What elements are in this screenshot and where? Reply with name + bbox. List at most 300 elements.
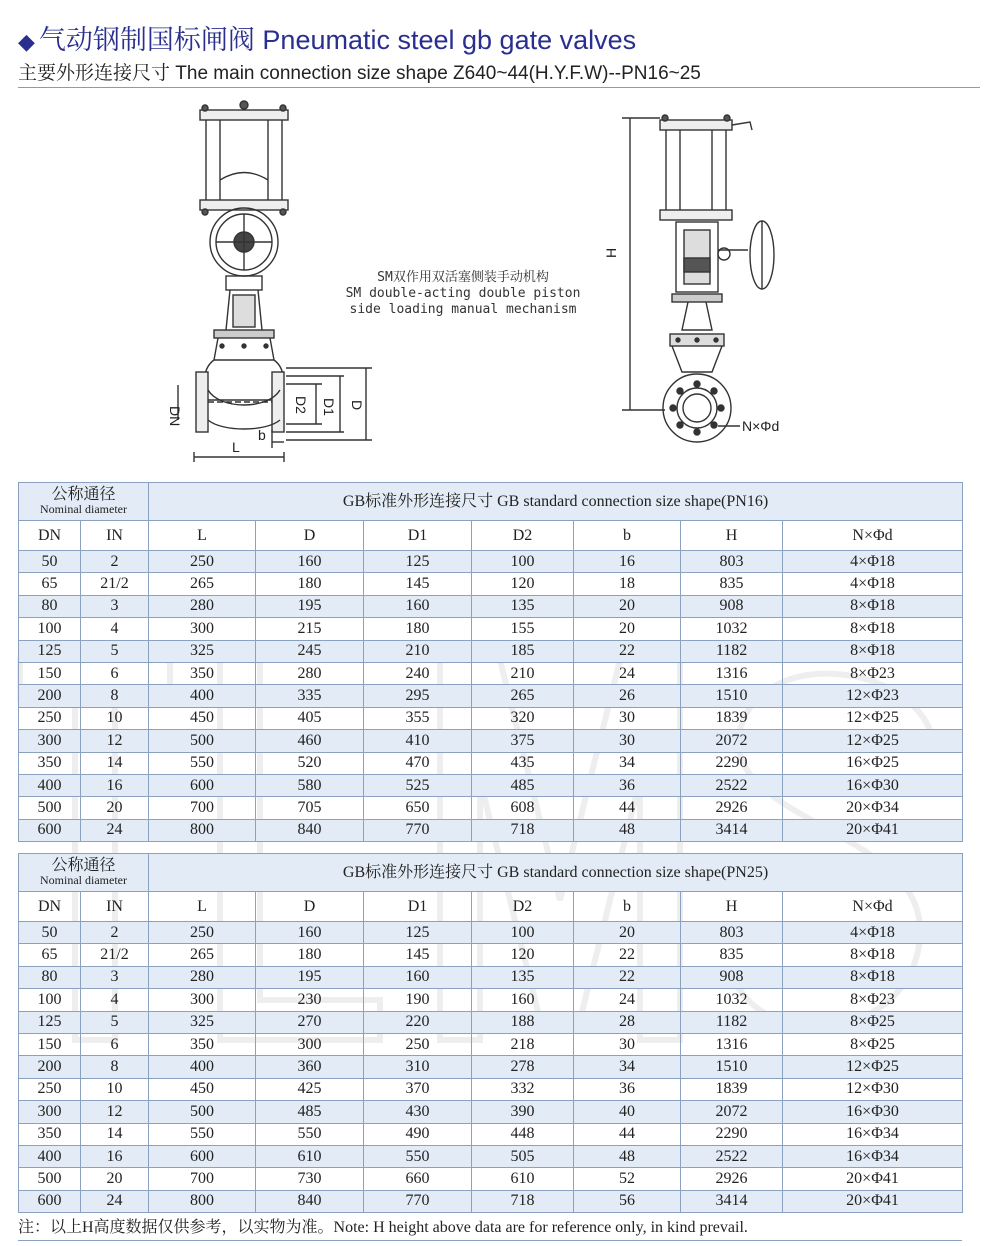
page-title xyxy=(18,18,636,57)
table-row xyxy=(19,595,963,617)
cell: 48 xyxy=(574,819,681,841)
cell: 610 xyxy=(256,1145,364,1167)
cell: 300 xyxy=(256,1033,364,1055)
table-row xyxy=(19,819,963,841)
cell: 5 xyxy=(81,640,149,662)
cell: 50 xyxy=(19,922,81,944)
header-divider xyxy=(18,87,980,88)
cell: 16×Φ30 xyxy=(783,774,963,796)
cell: 600 xyxy=(149,774,256,796)
col-header: N×Φd xyxy=(783,521,963,551)
cell: 355 xyxy=(364,707,472,729)
cell: 1316 xyxy=(681,662,783,684)
nominal-en: Nominal diameter xyxy=(40,872,127,887)
table-title: GB标准外形连接尺寸 GB standard connection size shape(PN25) xyxy=(149,854,963,892)
cell: 160 xyxy=(256,551,364,573)
b-label: b xyxy=(258,427,266,443)
cell: 280 xyxy=(149,595,256,617)
cell: 250 xyxy=(364,1033,472,1055)
cell: 550 xyxy=(364,1145,472,1167)
spec-table-pn25 xyxy=(18,853,963,1213)
cell: 1839 xyxy=(681,707,783,729)
cell: 220 xyxy=(364,1011,472,1033)
col-header: D2 xyxy=(472,521,574,551)
cell: 20 xyxy=(574,922,681,944)
caption-cn: SM双作用双活塞侧装手动机构 xyxy=(377,270,549,285)
table-row xyxy=(19,966,963,988)
cell: 265 xyxy=(149,573,256,595)
cell: 520 xyxy=(256,752,364,774)
cell: 350 xyxy=(19,1123,81,1145)
cell: 20 xyxy=(574,618,681,640)
cell: 20 xyxy=(81,1168,149,1190)
cell: 188 xyxy=(472,1011,574,1033)
nominal-cn: 公称通径 xyxy=(51,856,116,874)
cell: 448 xyxy=(472,1123,574,1145)
cell: 215 xyxy=(256,618,364,640)
cell: 300 xyxy=(19,1101,81,1123)
cell: 125 xyxy=(19,1011,81,1033)
col-header: DN xyxy=(19,521,81,551)
cell: 550 xyxy=(149,752,256,774)
cell: 300 xyxy=(19,730,81,752)
cell: 180 xyxy=(364,618,472,640)
cell: 8 xyxy=(81,1056,149,1078)
cell: 8×Φ18 xyxy=(783,966,963,988)
cell: 4×Φ18 xyxy=(783,573,963,595)
cell: 230 xyxy=(256,989,364,1011)
nominal-en: Nominal diameter xyxy=(40,501,127,516)
cell: 3 xyxy=(81,966,149,988)
cell: 375 xyxy=(472,730,574,752)
cell: 8×Φ18 xyxy=(783,944,963,966)
cell: 210 xyxy=(364,640,472,662)
cell: 840 xyxy=(256,1190,364,1212)
cell: 580 xyxy=(256,774,364,796)
cell: 1032 xyxy=(681,989,783,1011)
table-row xyxy=(19,922,963,944)
cell: 48 xyxy=(574,1145,681,1167)
cell: 125 xyxy=(364,551,472,573)
table-row xyxy=(19,1145,963,1167)
cell: 550 xyxy=(149,1123,256,1145)
cell: 350 xyxy=(19,752,81,774)
cell: 8×Φ25 xyxy=(783,1011,963,1033)
cell: 335 xyxy=(256,685,364,707)
cell: 6 xyxy=(81,1033,149,1055)
cell: 485 xyxy=(256,1101,364,1123)
cell: 2 xyxy=(81,922,149,944)
cell: 803 xyxy=(681,551,783,573)
table-row xyxy=(19,1168,963,1190)
cell: 295 xyxy=(364,685,472,707)
cell: 8×Φ18 xyxy=(783,640,963,662)
cell: 155 xyxy=(472,618,574,640)
cell: 1510 xyxy=(681,685,783,707)
cell: 608 xyxy=(472,797,574,819)
cell: 2072 xyxy=(681,730,783,752)
cell: 350 xyxy=(149,662,256,684)
cell: 125 xyxy=(19,640,81,662)
cell: 450 xyxy=(149,707,256,729)
table-row xyxy=(19,707,963,729)
table-title: GB标准外形连接尺寸 GB standard connection size shape(PN16) xyxy=(149,483,963,521)
table-row xyxy=(19,573,963,595)
page-subtitle: 主要外形连接尺寸 The main connection size shape Z640~44(H.Y.F.W)--PN16~25 xyxy=(18,63,701,84)
cell: 160 xyxy=(364,595,472,617)
h-label: H xyxy=(603,247,619,258)
cell: 14 xyxy=(81,1123,149,1145)
cell: 160 xyxy=(364,966,472,988)
cell: 145 xyxy=(364,573,472,595)
diamond-bullet-icon: ◆ xyxy=(18,29,35,54)
cell: 245 xyxy=(256,640,364,662)
cell: 160 xyxy=(256,922,364,944)
cell: 600 xyxy=(149,1145,256,1167)
table-row xyxy=(19,944,963,966)
cell: 150 xyxy=(19,662,81,684)
col-header: H xyxy=(681,521,783,551)
page-title-text: 气动钢制国标闸阀 Pneumatic steel gb gate valves xyxy=(38,25,637,55)
nominal-cn: 公称通径 xyxy=(51,485,116,503)
cell: 150 xyxy=(19,1033,81,1055)
cell: 8 xyxy=(81,685,149,707)
col-header: IN xyxy=(81,892,149,922)
dn-label: DN xyxy=(167,406,183,427)
table-row xyxy=(19,1078,963,1100)
cell: 610 xyxy=(472,1168,574,1190)
cell: 36 xyxy=(574,774,681,796)
cell: 12×Φ23 xyxy=(783,685,963,707)
cell: 500 xyxy=(149,1101,256,1123)
cell: 180 xyxy=(256,944,364,966)
col-header: D1 xyxy=(364,521,472,551)
mechanism-caption xyxy=(318,270,608,318)
cell: 22 xyxy=(574,944,681,966)
cell: 600 xyxy=(19,1190,81,1212)
cell: 22 xyxy=(574,640,681,662)
cell: 10 xyxy=(81,707,149,729)
table-row xyxy=(19,1033,963,1055)
cell: 400 xyxy=(149,1056,256,1078)
cell: 16 xyxy=(81,774,149,796)
table-row xyxy=(19,752,963,774)
cell: 6 xyxy=(81,662,149,684)
caption-en-line2: side loading manual mechanism xyxy=(349,302,577,317)
cell: 195 xyxy=(256,966,364,988)
table-row xyxy=(19,989,963,1011)
cell: 660 xyxy=(364,1168,472,1190)
cell: 145 xyxy=(364,944,472,966)
cell: 24 xyxy=(574,989,681,1011)
cell: 3414 xyxy=(681,819,783,841)
cell: 400 xyxy=(19,1145,81,1167)
col-header: D1 xyxy=(364,892,472,922)
cell: 36 xyxy=(574,1078,681,1100)
cell: 803 xyxy=(681,922,783,944)
cell: 8×Φ25 xyxy=(783,1033,963,1055)
cell: 325 xyxy=(149,1011,256,1033)
table-row xyxy=(19,618,963,640)
cell: 100 xyxy=(19,989,81,1011)
table-row xyxy=(19,797,963,819)
cell: 120 xyxy=(472,573,574,595)
cell: 44 xyxy=(574,1123,681,1145)
cell: 270 xyxy=(256,1011,364,1033)
cell: 2072 xyxy=(681,1101,783,1123)
cell: 24 xyxy=(81,819,149,841)
cell: 52 xyxy=(574,1168,681,1190)
cell: 16×Φ30 xyxy=(783,1101,963,1123)
cell: 200 xyxy=(19,685,81,707)
cell: 30 xyxy=(574,707,681,729)
cell: 800 xyxy=(149,1190,256,1212)
cell: 4 xyxy=(81,618,149,640)
cell: 332 xyxy=(472,1078,574,1100)
cell: 2290 xyxy=(681,752,783,774)
cell: 505 xyxy=(472,1145,574,1167)
cell: 135 xyxy=(472,966,574,988)
cell: 30 xyxy=(574,730,681,752)
col-header: D xyxy=(256,521,364,551)
cell: 100 xyxy=(472,922,574,944)
table-row xyxy=(19,1123,963,1145)
table-row xyxy=(19,551,963,573)
cell: 425 xyxy=(256,1078,364,1100)
cell: 65 xyxy=(19,944,81,966)
cell: 250 xyxy=(149,922,256,944)
cell: 100 xyxy=(472,551,574,573)
cell: 50 xyxy=(19,551,81,573)
cell: 400 xyxy=(19,774,81,796)
cell: 435 xyxy=(472,752,574,774)
cell: 300 xyxy=(149,989,256,1011)
cell: 8×Φ23 xyxy=(783,662,963,684)
cell: 18 xyxy=(574,573,681,595)
cell: 500 xyxy=(19,1168,81,1190)
cell: 718 xyxy=(472,1190,574,1212)
col-header: D2 xyxy=(472,892,574,922)
cell: 80 xyxy=(19,966,81,988)
table-row xyxy=(19,774,963,796)
cell: 250 xyxy=(149,551,256,573)
cell: 22 xyxy=(574,966,681,988)
cell: 190 xyxy=(364,989,472,1011)
cell: 1032 xyxy=(681,618,783,640)
table-row xyxy=(19,685,963,707)
cell: 405 xyxy=(256,707,364,729)
table-row xyxy=(19,1056,963,1078)
cell: 20×Φ41 xyxy=(783,1168,963,1190)
cell: 325 xyxy=(149,640,256,662)
cell: 485 xyxy=(472,774,574,796)
cell: 250 xyxy=(19,1078,81,1100)
cell: 370 xyxy=(364,1078,472,1100)
cell: 4×Φ18 xyxy=(783,922,963,944)
d2-label: D2 xyxy=(293,396,309,414)
cell: 2926 xyxy=(681,797,783,819)
cell: 34 xyxy=(574,1056,681,1078)
cell: 4×Φ18 xyxy=(783,551,963,573)
cell: 3414 xyxy=(681,1190,783,1212)
cell: 20×Φ34 xyxy=(783,797,963,819)
cell: 200 xyxy=(19,1056,81,1078)
bottom-divider xyxy=(18,1240,962,1241)
cell: 835 xyxy=(681,573,783,595)
cell: 550 xyxy=(256,1123,364,1145)
cell: 400 xyxy=(149,685,256,707)
cell: 24 xyxy=(81,1190,149,1212)
cell: 360 xyxy=(256,1056,364,1078)
caption-en-line1: SM double-acting double piston xyxy=(345,286,581,301)
cell: 700 xyxy=(149,797,256,819)
col-header: L xyxy=(149,521,256,551)
cell: 185 xyxy=(472,640,574,662)
cell: 180 xyxy=(256,573,364,595)
cell: 16×Φ34 xyxy=(783,1145,963,1167)
cell: 280 xyxy=(149,966,256,988)
cell: 210 xyxy=(472,662,574,684)
cell: 100 xyxy=(19,618,81,640)
cell: 160 xyxy=(472,989,574,1011)
cell: 34 xyxy=(574,752,681,774)
cell: 650 xyxy=(364,797,472,819)
nominal-header xyxy=(19,854,149,892)
table-row xyxy=(19,730,963,752)
cell: 835 xyxy=(681,944,783,966)
cell: 350 xyxy=(149,1033,256,1055)
cell: 8×Φ23 xyxy=(783,989,963,1011)
table-row xyxy=(19,1101,963,1123)
col-header: b xyxy=(574,892,681,922)
cell: 310 xyxy=(364,1056,472,1078)
cell: 12 xyxy=(81,1101,149,1123)
cell: 265 xyxy=(472,685,574,707)
footnote: 注：以上H高度数据仅供参考，以实物为准。Note: H height above data are for reference only, in kind prevail. xyxy=(18,1219,748,1236)
cell: 195 xyxy=(256,595,364,617)
cell: 26 xyxy=(574,685,681,707)
cell: 600 xyxy=(19,819,81,841)
cell: 278 xyxy=(472,1056,574,1078)
cell: 30 xyxy=(574,1033,681,1055)
cell: 5 xyxy=(81,1011,149,1033)
cell: 44 xyxy=(574,797,681,819)
table-row xyxy=(19,640,963,662)
cell: 250 xyxy=(19,707,81,729)
cell: 2522 xyxy=(681,1145,783,1167)
cell: 460 xyxy=(256,730,364,752)
cell: 1182 xyxy=(681,1011,783,1033)
cell: 430 xyxy=(364,1101,472,1123)
cell: 16 xyxy=(81,1145,149,1167)
cell: 500 xyxy=(149,730,256,752)
cell: 840 xyxy=(256,819,364,841)
cell: 908 xyxy=(681,595,783,617)
cell: 450 xyxy=(149,1078,256,1100)
cell: 300 xyxy=(149,618,256,640)
cell: 908 xyxy=(681,966,783,988)
cell: 800 xyxy=(149,819,256,841)
cell: 20 xyxy=(574,595,681,617)
cell: 80 xyxy=(19,595,81,617)
cell: 1316 xyxy=(681,1033,783,1055)
cell: 14 xyxy=(81,752,149,774)
cell: 20 xyxy=(81,797,149,819)
cell: 390 xyxy=(472,1101,574,1123)
cell: 40 xyxy=(574,1101,681,1123)
cell: 490 xyxy=(364,1123,472,1145)
col-header: D xyxy=(256,892,364,922)
col-header: N×Φd xyxy=(783,892,963,922)
cell: 16×Φ25 xyxy=(783,752,963,774)
cell: 1510 xyxy=(681,1056,783,1078)
cell: 16×Φ34 xyxy=(783,1123,963,1145)
cell: 240 xyxy=(364,662,472,684)
l-label: L xyxy=(232,439,240,455)
cell: 500 xyxy=(19,797,81,819)
cell: 280 xyxy=(256,662,364,684)
cell: 730 xyxy=(256,1168,364,1190)
table-row xyxy=(19,662,963,684)
cell: 125 xyxy=(364,922,472,944)
col-header: b xyxy=(574,521,681,551)
cell: 4 xyxy=(81,989,149,1011)
nominal-header xyxy=(19,483,149,521)
cell: 12×Φ25 xyxy=(783,707,963,729)
cell: 1182 xyxy=(681,640,783,662)
table-row xyxy=(19,1190,963,1212)
cell: 21/2 xyxy=(81,944,149,966)
table-row xyxy=(19,1011,963,1033)
cell: 10 xyxy=(81,1078,149,1100)
col-header: H xyxy=(681,892,783,922)
cell: 525 xyxy=(364,774,472,796)
col-header: IN xyxy=(81,521,149,551)
col-header: DN xyxy=(19,892,81,922)
cell: 470 xyxy=(364,752,472,774)
cell: 410 xyxy=(364,730,472,752)
cell: 3 xyxy=(81,595,149,617)
cell: 135 xyxy=(472,595,574,617)
cell: 24 xyxy=(574,662,681,684)
cell: 20×Φ41 xyxy=(783,1190,963,1212)
cell: 12×Φ30 xyxy=(783,1078,963,1100)
cell: 12 xyxy=(81,730,149,752)
cell: 28 xyxy=(574,1011,681,1033)
cell: 770 xyxy=(364,819,472,841)
d-label: D xyxy=(349,400,365,411)
cell: 8×Φ18 xyxy=(783,595,963,617)
cell: 12×Φ25 xyxy=(783,730,963,752)
cell: 320 xyxy=(472,707,574,729)
col-header: L xyxy=(149,892,256,922)
cell: 8×Φ18 xyxy=(783,618,963,640)
cell: 700 xyxy=(149,1168,256,1190)
n-phi-d-label: N×Φd xyxy=(742,418,780,434)
cell: 265 xyxy=(149,944,256,966)
cell: 2522 xyxy=(681,774,783,796)
cell: 1839 xyxy=(681,1078,783,1100)
spec-table-pn16 xyxy=(18,482,963,842)
cell: 21/2 xyxy=(81,573,149,595)
cell: 16 xyxy=(574,551,681,573)
cell: 218 xyxy=(472,1033,574,1055)
cell: 2290 xyxy=(681,1123,783,1145)
cell: 120 xyxy=(472,944,574,966)
cell: 12×Φ25 xyxy=(783,1056,963,1078)
cell: 2926 xyxy=(681,1168,783,1190)
cell: 2 xyxy=(81,551,149,573)
